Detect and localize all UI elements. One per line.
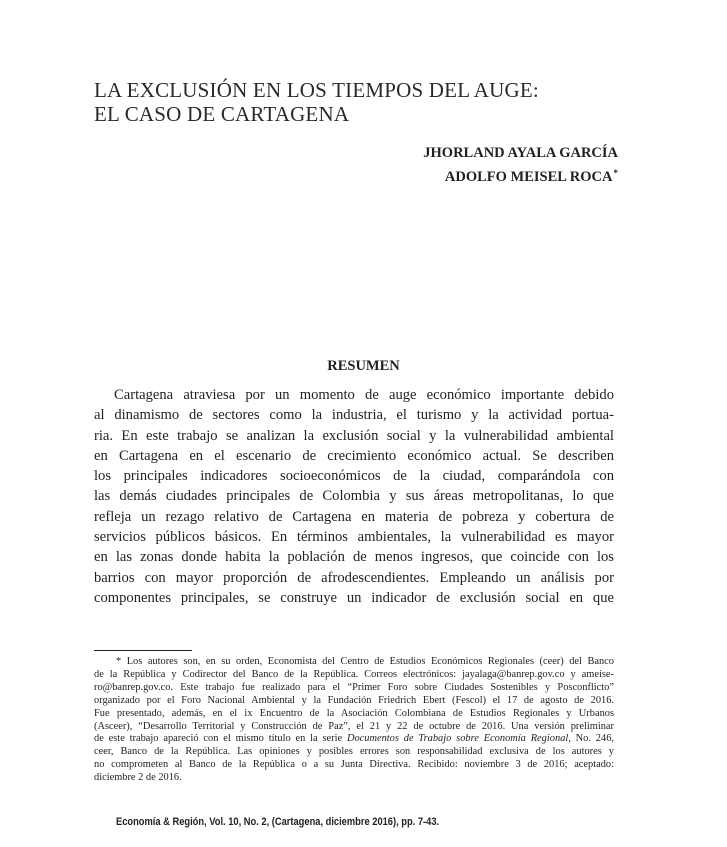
author-2-name: ADOLFO MEISEL ROCA [444,169,613,185]
abstract-line: las demás ciudades principales de Colombia y sus áreas metropolitanas, lo que [94,488,614,505]
footnote-divider [94,650,192,651]
abstract-line: al dinamismo de sectores como la industria, el turismo y la actividad portua- [94,407,614,424]
author-footnote [94,656,614,785]
footnote-line: (Asceer), “Desarrollo Territorial y Construcción de Paz”, el 21 y 22 de octubre de 2016. Una versión preliminar [94,720,614,732]
abstract-line: ria. En este trabajo se analizan la exclusión social y la vulnerabilidad ambiental [94,427,614,444]
abstract-line: barrios con mayor proporción de afrodescendientes. Empleando un análisis por [94,569,614,586]
footnote-line: ceer, Banco de la República. Las opiniones y posibles errores son responsabilidad exclusiva de los autores y [94,746,614,758]
title-line-1: LA EXCLUSIÓN EN LOS TIEMPOS DEL AUGE: [94,78,539,102]
author-list [423,143,618,187]
title-line-2: EL CASO DE CARTAGENA [94,102,350,126]
abstract-line: los principales indicadores socioeconómicos de la ciudad, comparándola con [94,468,614,485]
footnote-line [94,733,614,746]
footnote-line: * Los autores son, en su orden, Economista del Centro de Estudios Económicos Regionales (ceer) del Banco [116,656,614,667]
footnote-line: ro@banrep.gov.co. Este trabajo fue realizado para el “Primer Foro sobre Ciudades Sostenibles y Posconflicto” [94,681,614,693]
footnote-line: Fue presentado, además, en el ix Encuentro de la Asociación Colombiana de Estudios Regionales y Urbanos [94,707,614,719]
footnote-line: diciembre 2 de 2016. [94,772,182,784]
author-1: JHORLAND AYALA GARCÍA [423,145,618,161]
author-2 [423,163,618,187]
abstract-line: Cartagena atraviesa por un momento de auge económico importante debido [114,387,614,403]
abstract-line: componentes principales, se construye un indicador de exclusión social en que [94,589,614,606]
series-title: Documentos de Trabajo sobre Economía Regional [346,733,569,745]
abstract-line: servicios públicos básicos. En términos ambientales, la vulnerabilidad es mayor [94,529,614,546]
footnote-line: de la República y Codirector del Banco de la República. Correos electrónicos: jayalaga@banrep.gov.co y ameise- [94,668,614,680]
journal-citation: Economía & Región, Vol. 10, No. 2, (Cartagena, diciembre 2016), pp. 7-43. [116,816,440,828]
footnote-line: no comprometen al Banco de la República o a su Junta Directiva. Recibido: noviembre 3 de 2016; aceptado: [94,759,614,771]
abstract-heading: RESUMEN [327,358,400,374]
footnote-text: de este trabajo apareció con el mismo título en la serie [94,733,347,745]
footnote-line: organizado por el Foro Nacional Ambiental y la Fundación Friedrich Ebert (Fescol) el 17 de agosto de 2016. [94,694,614,706]
abstract-line: en las zonas donde habita la población de menos ingresos, que coincide con los [94,549,614,566]
article-title [94,78,654,126]
abstract-body [94,385,614,608]
abstract-line: refleja un rezago relativo de Cartagena en materia de pobreza y cobertura de [94,508,614,525]
footnote-text: , No. 246, [568,733,614,745]
abstract-line: en Cartagena en el escenario de crecimiento económico actual. Se describen [94,447,614,464]
author-footnote-marker: * [613,168,618,178]
